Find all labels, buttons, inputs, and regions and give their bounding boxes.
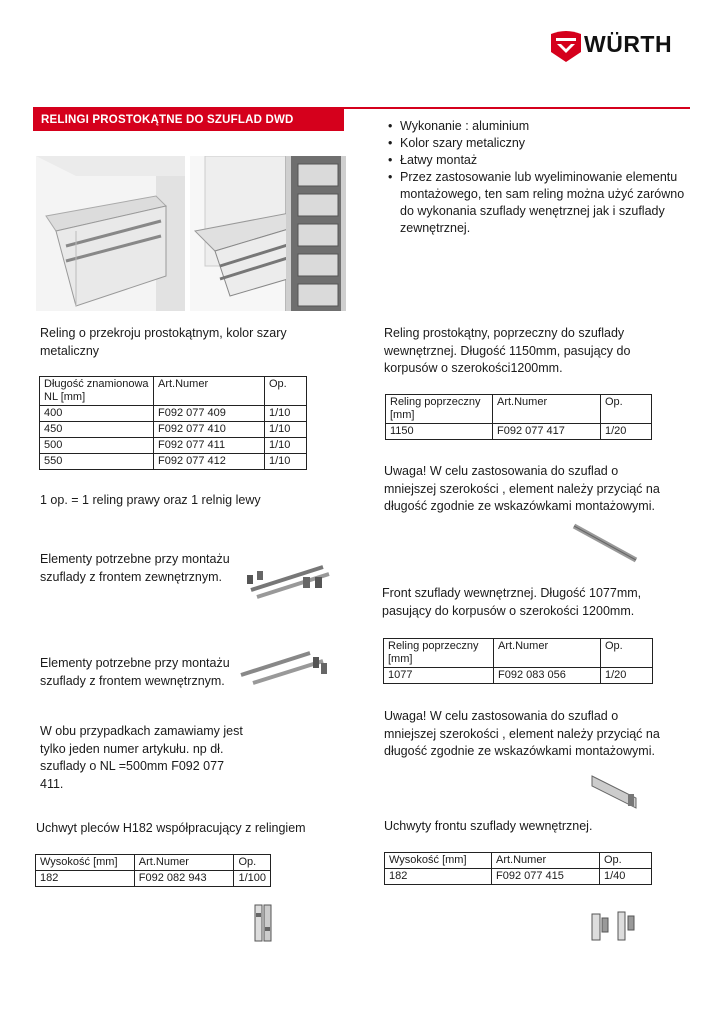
table-row <box>40 454 307 470</box>
rail-set-inner-image <box>235 645 335 690</box>
elements-outer-text: Elementy potrzebne przy montażu szuflady z frontem zewnętrznym. <box>40 552 230 584</box>
holder-table <box>35 854 271 887</box>
front-holder-table <box>384 852 652 885</box>
table-cell: F092 077 409 <box>154 406 265 422</box>
table-cell: 550 <box>40 454 154 470</box>
table-header-cell: Op. <box>600 853 652 869</box>
table-cell: F092 077 410 <box>154 422 265 438</box>
table-cell: 1150 <box>386 424 493 440</box>
table-header-cell: Wysokość [mm] <box>36 855 135 871</box>
table-cell: 400 <box>40 406 154 422</box>
table-header-cell: Reling poprzeczny [mm] <box>386 395 493 424</box>
wurth-logo-icon <box>551 30 581 62</box>
table-cell: 1/10 <box>265 422 307 438</box>
feature-item: • Przez zastosowanie lub wyeliminowanie elementu montażowego, ten sam reling można użyć zarówno do wykonania szuflady wenętrznej jak i szuflady zewnętrznej. <box>388 169 688 237</box>
table-cell: F092 077 417 <box>493 424 601 440</box>
order-note: W obu przypadkach zamawiamy jest tylko jeden numer artykułu. np dł. szuflady o NL =500mm F092 077 411. <box>40 724 243 791</box>
table-row <box>386 424 652 440</box>
cut-warning-1: Uwaga! W celu zastosowania do szuflad o mniejszej szerokości , element należy przyciąć na długość zgodnie ze wskazówkami montażowymi. <box>384 464 660 513</box>
front-holder-image <box>590 908 638 944</box>
cut-warning-2: Uwaga! W celu zastosowania do szuflad o mniejszej szerokości , element należy przyciąć na długość zgodnie ze wskazówkami montażowymi. <box>384 709 660 758</box>
table-cell: 1/20 <box>601 424 652 440</box>
table-header-cell: Art.Numer <box>493 395 601 424</box>
reling-description: Reling o przekroju prostokątnym, kolor szary metaliczny <box>40 326 287 358</box>
feature-item: • Kolor szary metaliczny <box>388 135 688 152</box>
cross-rail-description: Reling prostokątny, poprzeczny do szuflady wewnętrznej. Długość 1150mm, pasujący do korpusów o szerokości1200mm. <box>384 326 631 375</box>
table-cell: 1/40 <box>600 869 652 885</box>
back-holder-image <box>253 903 273 943</box>
cabinet-photo <box>286 156 346 311</box>
table-header-cell: Wysokość [mm] <box>385 853 492 869</box>
table-cell: 1/10 <box>265 454 307 470</box>
cross-rail-table <box>385 394 652 440</box>
table-cell: 182 <box>385 869 492 885</box>
elements-inner-text: Elementy potrzebne przy montażu szuflady z frontem wewnętrznym. <box>40 656 230 688</box>
section-title: RELINGI PROSTOKĄTNE DO SZUFLAD DWD <box>33 109 344 131</box>
brand-name: WÜRTH <box>584 31 673 57</box>
table-cell: 1/10 <box>265 406 307 422</box>
table-header-cell: Art.Numer <box>154 377 265 406</box>
table-header-cell: Reling poprzeczny [mm] <box>384 639 494 668</box>
table-header-cell: Op. <box>601 395 652 424</box>
table-row <box>385 869 652 885</box>
table-row <box>36 871 271 887</box>
table-header-row <box>36 855 271 871</box>
drawer-photo-outer <box>36 156 185 311</box>
table-cell: F092 077 412 <box>154 454 265 470</box>
package-note: 1 op. = 1 reling prawy oraz 1 relnig lewy <box>40 493 261 507</box>
front-holder-description: Uchwyty frontu szuflady wewnętrznej. <box>384 819 593 833</box>
table-header-cell: Art.Numer <box>492 853 600 869</box>
table-row <box>40 406 307 422</box>
table-header-row <box>385 853 652 869</box>
table-cell: F092 077 411 <box>154 438 265 454</box>
reling-table <box>39 376 307 470</box>
cross-rail-image <box>570 520 642 570</box>
feature-item: • Łatwy montaż <box>388 152 688 169</box>
table-cell: F092 077 415 <box>492 869 600 885</box>
table-row <box>40 422 307 438</box>
table-header-cell: Art.Numer <box>494 639 601 668</box>
table-cell: 182 <box>36 871 135 887</box>
table-cell: 1/20 <box>601 668 653 684</box>
feature-list <box>388 118 688 237</box>
table-cell: 450 <box>40 422 154 438</box>
table-cell: 500 <box>40 438 154 454</box>
front-description: Front szuflady wewnętrznej. Długość 1077mm, pasujący do korpusów o szerokości 1200mm. <box>382 586 642 618</box>
holder-description: Uchwyt pleców H182 współpracujący z relingiem <box>36 821 306 835</box>
table-header-cell: Art.Numer <box>134 855 234 871</box>
front-panel-image <box>588 772 640 814</box>
table-header-row <box>40 377 307 406</box>
table-row <box>40 438 307 454</box>
feature-item: • Wykonanie : aluminium <box>388 118 688 135</box>
table-row <box>384 668 653 684</box>
table-cell: 1077 <box>384 668 494 684</box>
table-cell: 1/100 <box>234 871 271 887</box>
table-header-cell: Op. <box>234 855 271 871</box>
table-cell: F092 083 056 <box>494 668 601 684</box>
table-header-cell: Op. <box>601 639 653 668</box>
front-table <box>383 638 653 684</box>
table-header-cell: Długość znamionowa NL [mm] <box>40 377 154 406</box>
table-header-cell: Op. <box>265 377 307 406</box>
table-cell: F092 082 943 <box>134 871 234 887</box>
table-header-row <box>384 639 653 668</box>
table-header-row <box>386 395 652 424</box>
rail-set-outer-image <box>243 555 335 600</box>
table-cell: 1/10 <box>265 438 307 454</box>
